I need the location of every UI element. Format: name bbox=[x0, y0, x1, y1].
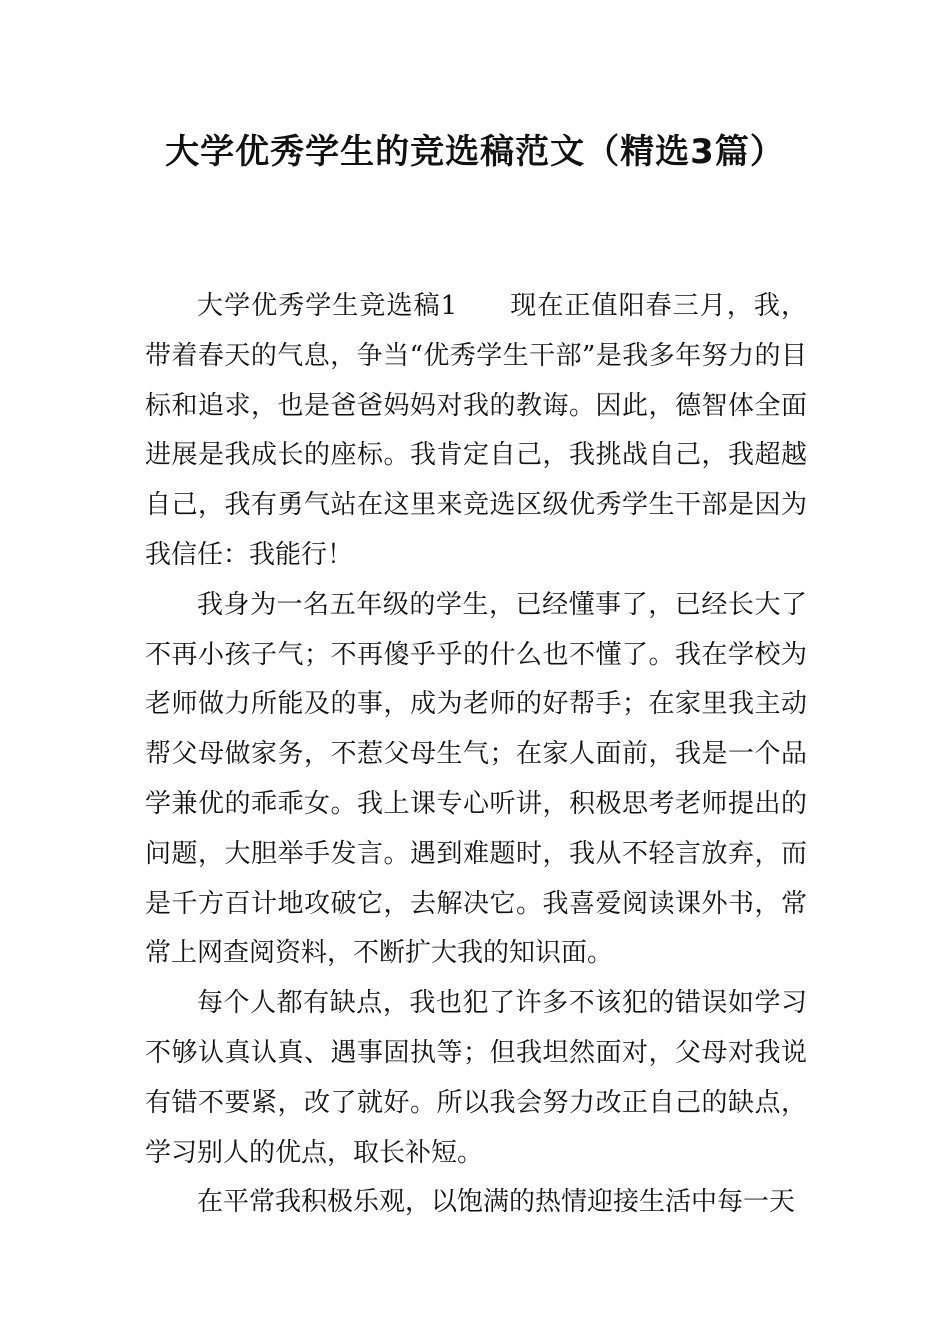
document-body bbox=[145, 282, 807, 1228]
paragraph-2: 我身为一名五年级的学生，已经懂事了，已经长大了不再小孩子气；不再傻乎乎的什么也不懂了。我在学校为老师做力所能及的事，成为老师的好帮手；在家里我主动帮父母做家务，不惹父母生气；在家人面前，我是一个品学兼优的乖乖女。我上课专心听讲，积极思考老师提出的问题，大胆举手发言。遇到难题时，我从不轻言放弃，而是千方百计地攻破它，去解决它。我喜爱阅读课外书，常常上网查阅资料，不断扩大我的知识面。 bbox=[145, 589, 807, 969]
paragraph-4: 在平常我积极乐观，以饱满的热情迎接生活中每一天 bbox=[197, 1187, 796, 1218]
paragraph-1 bbox=[145, 282, 807, 581]
paragraph-text: 现在正值阳春三月，我，带着春天的气息，争当“优秀学生干部”是我多年努力的目标和追求，也是爸爸妈妈对我的教诲。因此，德智体全面进展是我成长的座标。我肯定自己，我挑战自己，我超越自己，我有勇气站在这里来竞选区级优秀学生干部是因为我信任：我能行！ bbox=[145, 291, 807, 570]
speech-heading: 大学优秀学生竞选稿1 bbox=[197, 291, 458, 321]
paragraph-3: 每个人都有缺点，我也犯了许多不该犯的错误如学习不够认真认真、遇事固执等；但我坦然面对，父母对我说有错不要紧，改了就好。所以我会努力改正自己的缺点，学习别人的优点，取长补短。 bbox=[145, 988, 807, 1168]
document-title: 大学优秀学生的竞选稿范文（精选3篇） bbox=[165, 132, 785, 172]
